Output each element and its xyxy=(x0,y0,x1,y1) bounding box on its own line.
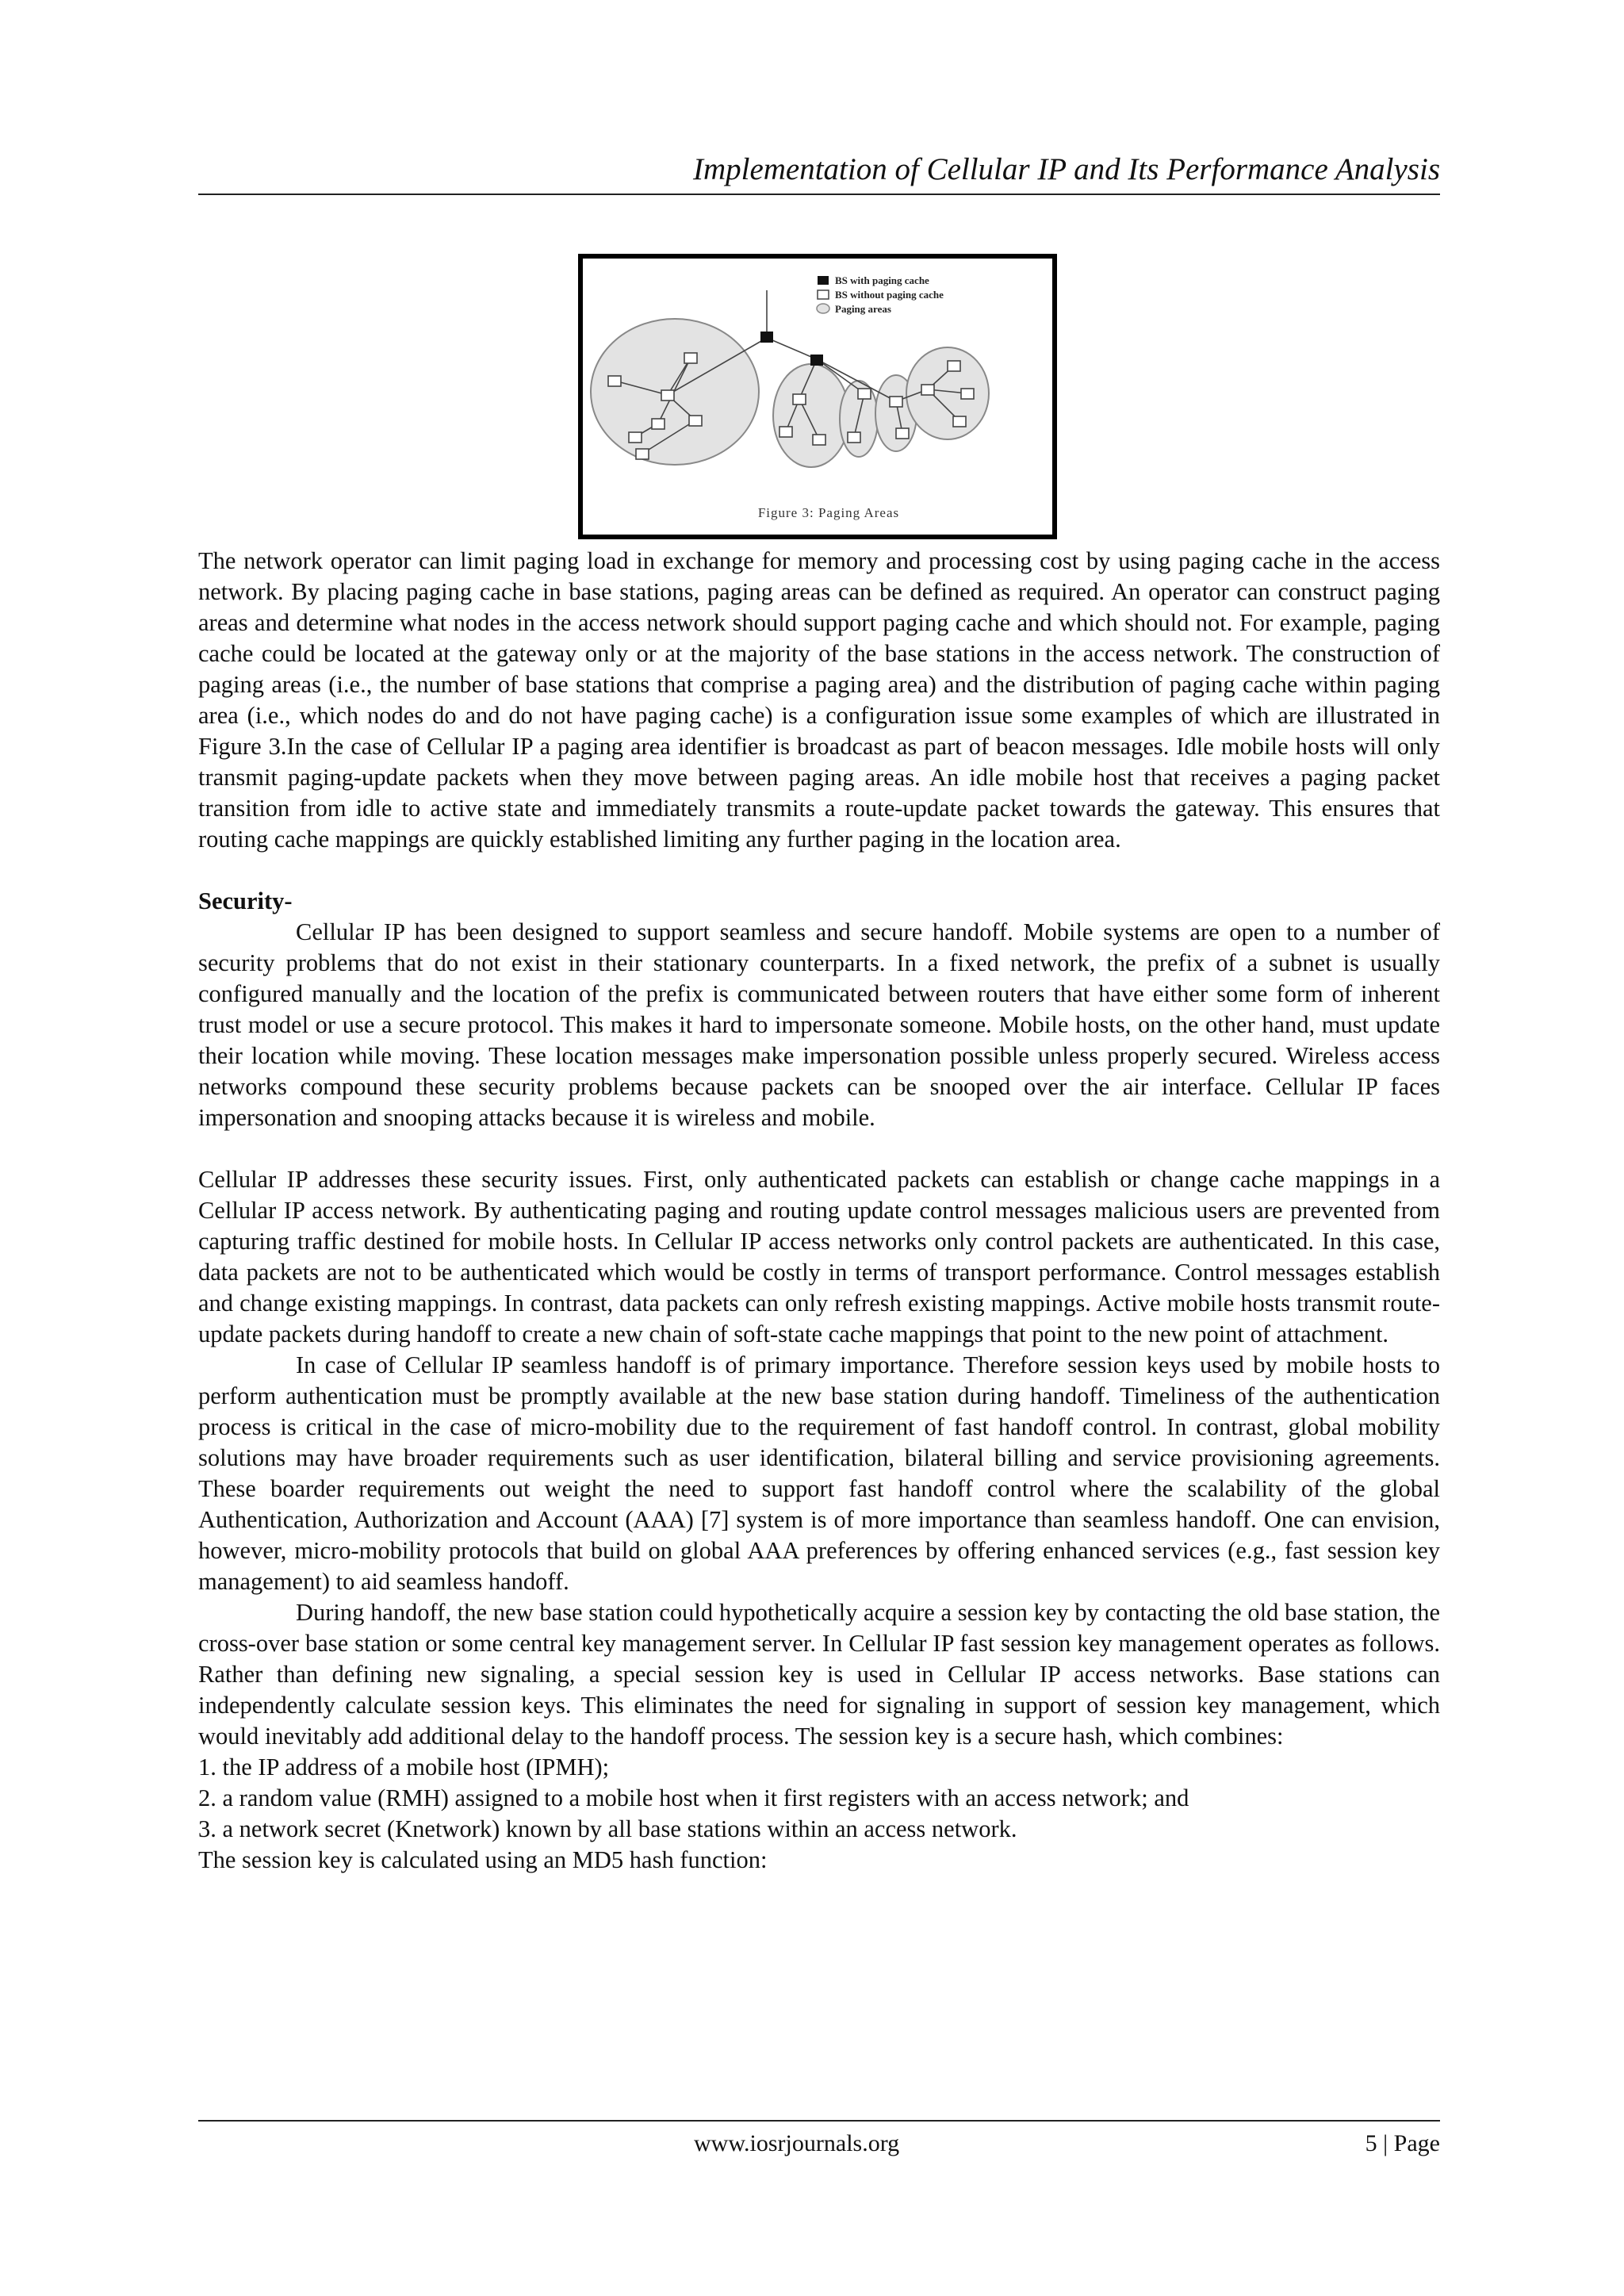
figure-caption: Figure 3: Paging Areas xyxy=(757,505,900,520)
list-item: 1. the IP address of a mobile host (IPMH); xyxy=(198,1754,610,1780)
legend-without-cache: BS without paging cache xyxy=(835,289,944,301)
body-text xyxy=(198,546,1440,1876)
paragraph-md5: The session key is calculated using an MD5 hash function: xyxy=(198,1846,768,1873)
paragraph-session-key: During handoff, the new base station could hypothetically acquire a session key by contacting the old base station, the cross-over base station or some central key management server. In Cellular IP fast session key management operates as follows. Rather than defining new signaling, a special session key is used in Cellular IP access networks. Base stations can independently calculate session keys. This eliminates the need for signaling in support of session key management, which would inevitably add additional delay to the handoff process. The session key is a secure hash, which combines: xyxy=(198,1599,1440,1750)
paragraph-security-intro: Cellular IP has been designed to support seamless and secure handoff. Mobile systems are open to a number of security problems that do not exist in their stationary counterparts. In a fixed network, the prefix of a subnet is usually configured manually and the location of the prefix is communicated between routers that have either some form of inherent trust model or use a secure protocol. This makes it hard to impersonate someone. Mobile hosts, on the other hand, must update their location while moving. These location messages make impersonation possible unless properly secured. Wireless access networks compound these security problems because packets can be snooped over the air interface. Cellular IP faces impersonation and snooping attacks because it is wireless and mobile. xyxy=(198,918,1440,1131)
bs-with-cache-gateway xyxy=(760,332,773,343)
legend-swatch-paging-area xyxy=(817,304,829,313)
legend-paging-areas: Paging areas xyxy=(835,303,891,315)
paging-area-large xyxy=(591,319,759,465)
footer-url[interactable]: www.iosrjournals.org xyxy=(694,2130,900,2156)
section-heading-security: Security- xyxy=(198,887,293,914)
page-footer xyxy=(198,2120,1440,2156)
paragraph-seamless-handoff: In case of Cellular IP seamless handoff is of primary importance. Therefore session keys used by mobile hosts to perform authentication must be promptly available at the new base station during handoff. Timeliness of the authentication process is critical in the case of micro-mobility due to the requirement of fast handoff control. In contrast, global mobility solutions may have broader requirements such as user identification, bilateral billing and service provisioning agreements. These boarder requirements out weight the need to support fast handoff control where the scalability of the global Authentication, Authorization and Account (AAA) [7] system is of more importance than seamless handoff. One can envision, however, micro-mobility protocols that build on global AAA preferences by offering enhanced services (e.g., fast session key management) to aid seamless handoff. xyxy=(198,1351,1440,1595)
paragraph-security-issues: Cellular IP addresses these security issues. First, only authenticated packets can establish or change cache mappings in a Cellular IP access network. By authenticating paging and routing update control messages malicious users are prevented from capturing traffic destined for mobile hosts. In Cellular IP access networks only control packets are authenticated. In this case, data packets are not to be authenticated which would be costly in terms of transport performance. Control messages establish and change existing mappings. In contrast, data packets can only refresh existing mappings. Active mobile hosts transmit route-update packets during handoff to create a new chain of soft-state cache mappings that point to the new point of attachment. xyxy=(198,1166,1440,1347)
figure-3-paging-areas xyxy=(578,254,1057,539)
paragraph-paging-cache: The network operator can limit paging load in exchange for memory and processing cost by using paging cache in the access network. By placing paging cache in base stations, paging areas can be defined as required. An operator can construct paging areas and determine what nodes in the access network should support paging cache and which should not. For example, paging cache could be located at the gateway only or at the majority of the base stations in the access network. The construction of paging areas (i.e., the number of base stations that comprise a paging area) and the distribution of paging cache within paging area (i.e., which nodes do and do not have paging cache) is a configuration issue some examples of which are illustrated in Figure 3.In the case of Cellular IP a paging area identifier is broadcast as part of beacon messages. Idle mobile hosts will only transmit paging-update packets when they move between paging areas. An idle mobile host that receives a paging packet transition from idle to active state and immediately transmits a route-update packet towards the gateway. This ensures that routing cache mappings are quickly established limiting any further paging in the location area. xyxy=(198,547,1440,853)
bs-with-cache-node xyxy=(810,355,823,366)
running-title: Implementation of Cellular IP and Its Performance Analysis xyxy=(692,152,1440,186)
running-header xyxy=(198,151,1440,195)
legend-swatch-with-cache xyxy=(818,276,829,285)
figure-legend xyxy=(817,274,944,315)
legend-with-cache: BS with paging cache xyxy=(835,274,929,286)
list-item: 3. a network secret (Knetwork) known by all base stations within an access network. xyxy=(198,1815,1017,1842)
legend-swatch-without-cache xyxy=(818,290,829,299)
paging-areas-diagram xyxy=(583,259,1052,535)
list-item: 2. a random value (RMH) assigned to a mobile host when it first registers with an access network; and xyxy=(198,1784,1189,1811)
page-number: 5 | Page xyxy=(1365,2130,1440,2156)
paging-area-medium xyxy=(773,364,849,467)
